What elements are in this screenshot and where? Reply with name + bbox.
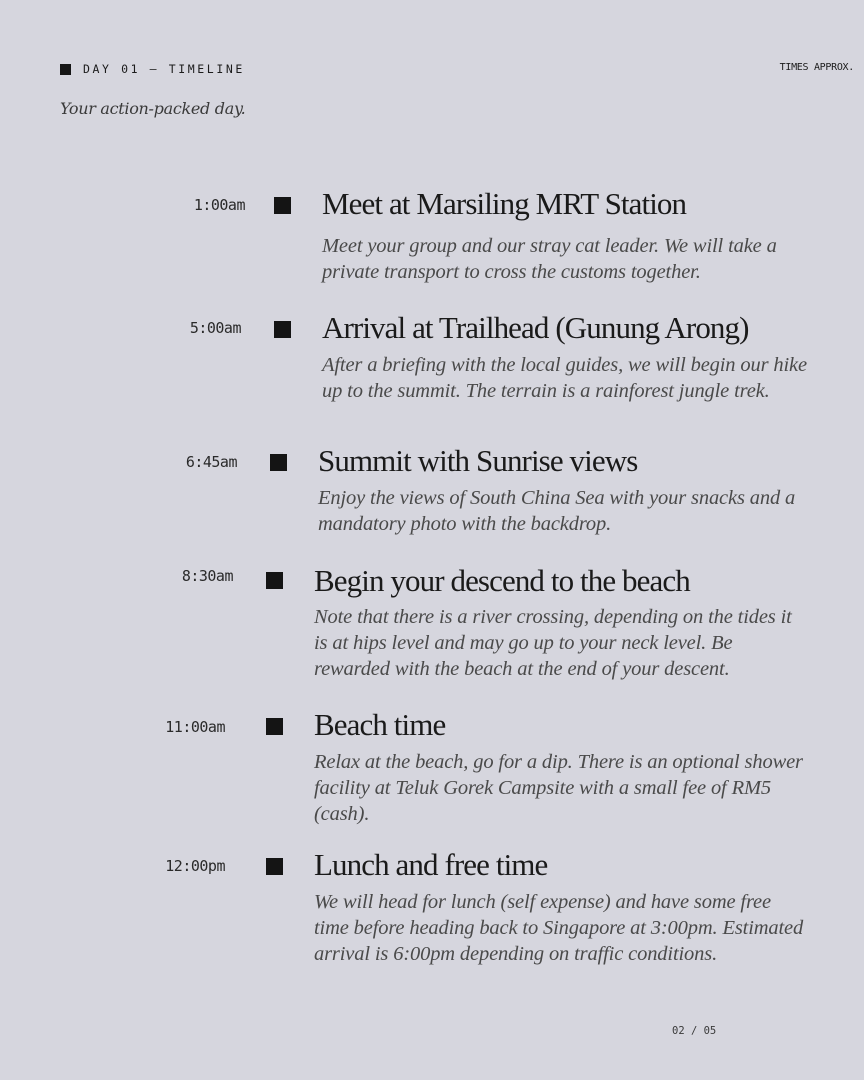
timeline-time: 11:00am xyxy=(165,718,225,736)
page-eyebrow xyxy=(60,62,245,76)
timeline-time: 5:00am xyxy=(189,319,241,337)
times-approx-note: TIMES APPROX. xyxy=(779,62,854,73)
page-subtitle: Your action-packed day. xyxy=(60,99,246,118)
timeline-marker-icon xyxy=(274,197,291,214)
timeline-marker-icon xyxy=(266,858,283,875)
timeline-description: Meet your group and our stray cat leader. We will take a private transport to cross the customs together. xyxy=(322,235,777,283)
eyebrow-label: DAY 01 — TIMELINE xyxy=(83,62,245,76)
timeline-title: Begin your descend to the beach xyxy=(314,563,690,598)
timeline-description: Note that there is a river crossing, depending on the tides it is at hips level and may go up to your neck level. Be rewarded with the beach at the end of your descent. xyxy=(314,606,792,680)
timeline-time: 12:00pm xyxy=(165,857,225,875)
timeline-title: Meet at Marsiling MRT Station xyxy=(322,186,687,221)
timeline-title: Arrival at Trailhead (Gunung Arong) xyxy=(322,310,749,345)
timeline-title: Lunch and free time xyxy=(314,847,548,882)
timeline-time: 1:00am xyxy=(193,196,245,214)
timeline-marker-icon xyxy=(274,321,291,338)
timeline-time: 6:45am xyxy=(185,453,237,471)
timeline-description: Relax at the beach, go for a dip. There is an optional shower facility at Teluk Gorek Campsite with a small fee of RM5 (cash). xyxy=(314,751,803,825)
timeline-marker-icon xyxy=(266,718,283,735)
page-number: 02 / 05 xyxy=(672,1025,717,1037)
timeline-description: Enjoy the views of South China Sea with your snacks and a mandatory photo with the backdrop. xyxy=(318,487,796,535)
timeline-description: We will head for lunch (self expense) and have some free time before heading back to Singapore at 3:00pm. Estimated arrival is 6:00pm depending on traffic conditions. xyxy=(314,891,804,965)
timeline-time: 8:30am xyxy=(181,567,233,585)
timeline-title: Beach time xyxy=(314,707,446,742)
timeline-title: Summit with Sunrise views xyxy=(318,443,638,478)
timeline-description: After a briefing with the local guides, we will begin our hike up to the summit. The terrain is a rainforest jungle trek. xyxy=(322,354,807,402)
timeline-marker-icon xyxy=(266,572,283,589)
timeline-marker-icon xyxy=(270,454,287,471)
square-bullet-icon xyxy=(60,64,71,75)
